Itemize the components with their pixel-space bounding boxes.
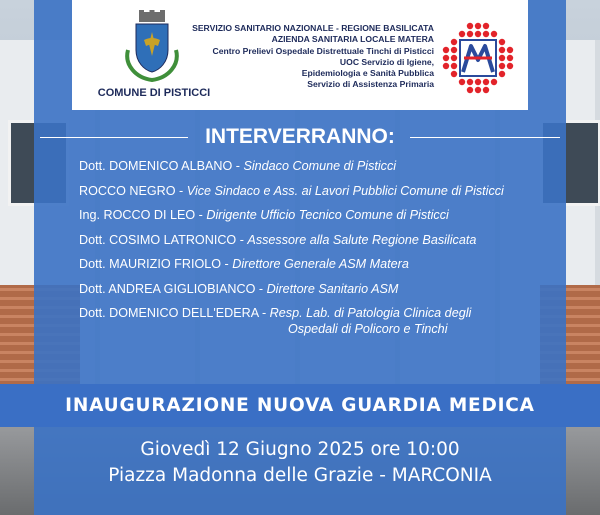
speaker-item: Dott. DOMENICO ALBANO - Sindaco Comune di Pisticci [79, 159, 397, 173]
speaker-name: Dott. DOMENICO ALBANO [79, 159, 233, 173]
title-rule-right [410, 137, 560, 138]
speaker-item: ROCCO NEGRO - Vice Sindaco e Ass. ai Lavori Pubblici Comune di Pisticci [79, 183, 504, 198]
institution-line: Servizio di Assistenza Primaria [307, 79, 434, 90]
speaker-role: Vice Sindaco e Ass. ai Lavori Pubblici Comune di Pisticci [186, 183, 504, 198]
speaker-role: Assessore alla Salute Regione Basilicata [247, 232, 477, 247]
speaker-name: Dott. ANDREA GIGLIOBIANCO [79, 281, 256, 296]
speaker-role: Direttore Generale ASM Matera [232, 257, 409, 271]
speaker-item: Dott. MAURIZIO FRIOLO - Direttore Generale ASM Matera [79, 257, 409, 271]
institution-lines [192, 23, 434, 91]
institution-line: UOC Servizio di Igiene, [339, 56, 434, 67]
speakers-list [79, 158, 559, 341]
speaker-item: Dott. ANDREA GIGLIOBIANCO - Direttore Sanitario ASM [79, 281, 399, 296]
speaker-name: Dott. COSIMO LATRONICO [79, 232, 237, 247]
institution-line: Epidemiologia e Sanità Pubblica [301, 68, 434, 79]
speaker-role: Resp. Lab. di Patologia Clinica degli [269, 306, 472, 320]
event-details [34, 437, 566, 489]
institution-line: Centro Prelievi Ospedale Distrettuale Tinchi di Pisticci [212, 45, 434, 56]
speaker-role: Direttore Sanitario ASM [266, 281, 399, 296]
speaker-item: Dott. DOMENICO DELL'EDERA - Resp. Lab. di Patologia Clinica degli Ospedali di Policoro e Tinchi [79, 305, 559, 341]
header-logos [72, 0, 528, 110]
banner-text: INAUGURAZIONE NUOVA GUARDIA MEDICA [65, 395, 535, 416]
institution-line: AZIENDA SANITARIA LOCALE MATERA [271, 34, 434, 45]
event-place: Piazza Madonna delle Grazie - MARCONIA [108, 465, 492, 486]
asm-matera-logo-icon [442, 22, 514, 94]
speaker-role: Dirigente Ufficio Tecnico Comune di Pisticci [206, 208, 449, 222]
title-banner [0, 384, 600, 427]
speaker-role-continued: Ospedali di Policoro e Tinchi [288, 322, 448, 336]
event-datetime: Giovedì 12 Giugno 2025 ore 10:00 [140, 439, 460, 460]
speaker-role: Sindaco Comune di Pisticci [243, 159, 397, 173]
speaker-name: Dott. MAURIZIO FRIOLO [79, 257, 222, 271]
speaker-name: ROCCO NEGRO [79, 183, 176, 198]
speaker-item: Dott. COSIMO LATRONICO - Assessore alla Salute Regione Basilicata [79, 232, 477, 247]
comune-label: COMUNE DI PISTICCI [97, 87, 211, 99]
speaker-name: Ing. ROCCO DI LEO [79, 208, 196, 222]
section-title-text: INTERVERRANNO: [205, 125, 395, 148]
institution-line: SERVIZIO SANITARIO NAZIONALE - REGIONE BASILICATA [192, 23, 434, 33]
speaker-name: Dott. DOMENICO DELL'EDERA [79, 306, 259, 320]
speaker-item: Ing. ROCCO DI LEO - Dirigente Ufficio Tecnico Comune di Pisticci [79, 208, 449, 222]
section-title [34, 125, 566, 149]
comune-pisticci-crest-icon [122, 10, 182, 82]
